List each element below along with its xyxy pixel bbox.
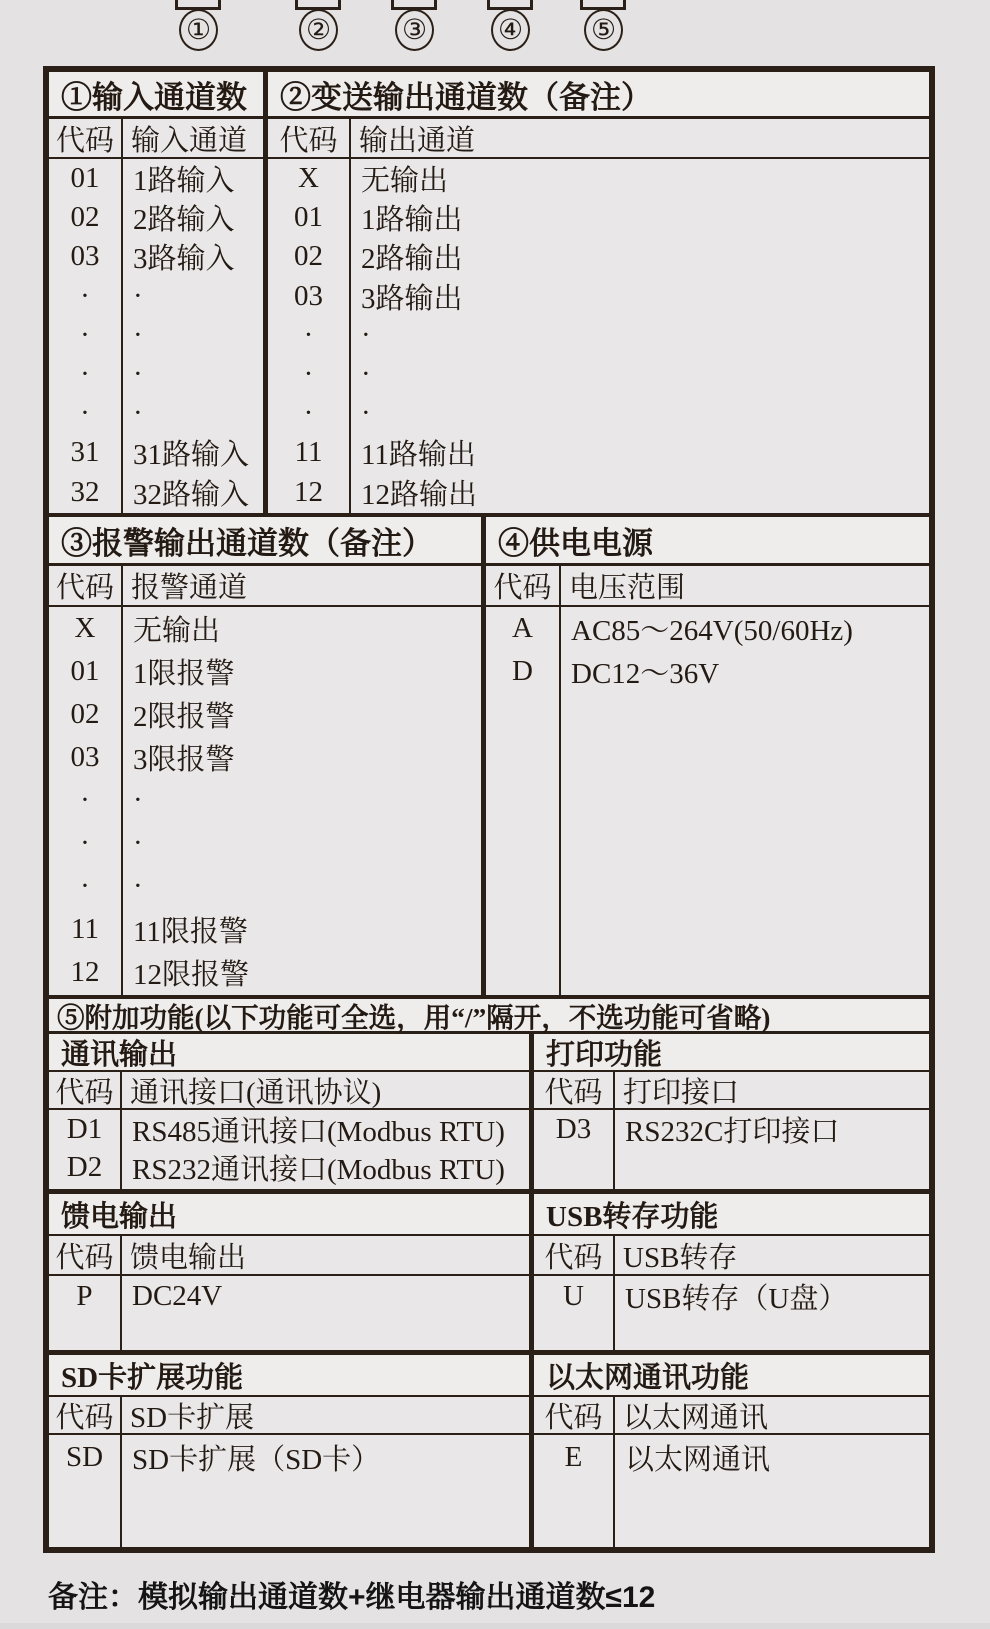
column-header-code: 代码 — [534, 1397, 615, 1433]
description-cell: 12限报警 — [133, 959, 250, 991]
section-1-title: ①输入通道数 — [49, 72, 268, 116]
column-header-code: 代码 — [49, 1397, 122, 1433]
column-header-code: 代码 — [268, 119, 351, 157]
section-4-title: ④供电电源 — [486, 517, 929, 563]
section-alarm-and-power — [49, 517, 929, 999]
column-header-code: 代码 — [49, 566, 123, 605]
code-cell: SD — [65, 1440, 104, 1473]
code-cell: · — [303, 318, 314, 351]
code-cell: 01 — [294, 201, 323, 234]
code-cell: · — [80, 784, 90, 816]
description-cell: · — [361, 358, 371, 391]
column-header-comm-interface: 通讯接口(通讯协议) — [130, 1076, 382, 1109]
code-cell: 03 — [294, 279, 323, 312]
description-column — [615, 1276, 929, 1350]
description-cell: · — [361, 318, 371, 351]
code-cell: 01 — [70, 655, 100, 687]
code-cell: A — [512, 612, 533, 644]
code-cell — [486, 951, 559, 994]
description-cell — [561, 951, 929, 994]
description-cell: · — [361, 397, 371, 430]
code-cell: U — [563, 1279, 584, 1312]
print-function-subtable — [534, 1034, 929, 1189]
code-cell: · — [80, 279, 90, 312]
code-column — [534, 1276, 615, 1350]
description-cell: 1路输入 — [133, 165, 235, 198]
circled-number-5: ⑤ — [584, 9, 623, 51]
band-feed-usb — [49, 1194, 929, 1355]
description-cell: 32路输入 — [133, 478, 250, 511]
description-cell: 2路输入 — [133, 204, 235, 237]
print-function-title: 打印功能 — [534, 1034, 929, 1072]
description-cell: 以太网通讯 — [625, 1443, 771, 1476]
sd-card-subtable — [49, 1355, 534, 1547]
band-sd-ethernet — [49, 1355, 929, 1547]
transmit-output-subtable — [268, 119, 929, 513]
usb-transfer-title: USB转存功能 — [534, 1194, 929, 1236]
column-header-code: 代码 — [49, 1236, 122, 1274]
description-cell: 1路输出 — [361, 204, 463, 237]
code-column — [534, 1435, 615, 1547]
code-cell: · — [80, 870, 90, 902]
description-cell: · — [133, 784, 143, 816]
code-cell: 03 — [70, 741, 100, 773]
description-cell: · — [133, 358, 143, 391]
description-cell: 12路输出 — [361, 478, 478, 511]
description-cell: 31路输入 — [133, 439, 250, 472]
description-cell: RS485通讯接口(Modbus RTU) — [132, 1115, 505, 1148]
description-cell: 无输出 — [133, 615, 221, 647]
section-2-title: ②变送输出通道数（备注） — [268, 72, 929, 116]
column-header-print-interface: 打印接口 — [623, 1076, 740, 1109]
code-column — [49, 1435, 122, 1547]
feed-output-subtable — [49, 1194, 534, 1350]
input-channel-subtable — [49, 119, 268, 513]
circled-number-3: ③ — [395, 9, 434, 51]
code-cell — [486, 779, 559, 822]
description-cell: 2限报警 — [133, 701, 235, 733]
description-column — [123, 607, 481, 995]
column-header-voltage-range: 电压范围 — [569, 572, 686, 604]
code-cell — [486, 865, 559, 908]
code-cell: 02 — [70, 698, 100, 730]
sd-card-title: SD卡扩展功能 — [49, 1355, 529, 1397]
description-cell: · — [133, 279, 143, 312]
code-cell — [486, 908, 559, 951]
power-supply-subtable — [486, 566, 929, 995]
code-cell: · — [303, 397, 314, 430]
code-column — [534, 1110, 615, 1189]
column-header-code: 代码 — [49, 1072, 122, 1108]
column-header-code: 代码 — [49, 119, 123, 157]
bottom-strip — [0, 1623, 990, 1629]
description-column — [122, 1276, 529, 1350]
column-header-input-channel: 输入通道 — [131, 124, 248, 157]
section-additional-functions — [49, 999, 929, 1547]
description-column — [615, 1110, 929, 1189]
communication-output-subtable — [49, 1034, 534, 1189]
description-cell: DC12～36V — [571, 658, 720, 690]
column-header-usb-transfer: USB转存 — [623, 1241, 738, 1274]
description-column — [351, 159, 929, 513]
description-cell: · — [133, 397, 143, 430]
section-34-body — [49, 566, 929, 995]
column-header-output-channel: 输出通道 — [359, 124, 476, 157]
description-cell: AC85～264V(50/60Hz) — [571, 615, 853, 647]
code-cell: · — [80, 358, 90, 391]
description-cell — [561, 736, 929, 779]
description-cell: USB转存（U盘） — [625, 1282, 848, 1315]
code-cell: · — [303, 358, 314, 391]
column-header-code: 代码 — [534, 1072, 615, 1108]
code-column — [49, 159, 123, 513]
code-column — [49, 1276, 122, 1350]
column-header-ethernet-comm: 以太网通讯 — [623, 1401, 769, 1434]
code-cell: 32 — [70, 475, 100, 508]
description-cell — [561, 779, 929, 822]
ethernet-title: 以太网通讯功能 — [534, 1355, 929, 1397]
description-cell — [561, 908, 929, 951]
code-cell: 31 — [70, 436, 100, 469]
code-cell: E — [564, 1440, 583, 1473]
code-column — [49, 1110, 122, 1189]
code-cell: 02 — [70, 201, 100, 234]
description-cell — [561, 693, 929, 736]
code-cell: 12 — [294, 475, 323, 508]
code-cell: 11 — [294, 436, 323, 469]
description-cell — [561, 865, 929, 908]
code-cell: X — [74, 612, 96, 644]
description-cell: · — [133, 870, 143, 902]
description-cell: DC24V — [132, 1279, 223, 1312]
code-cell: X — [298, 162, 319, 195]
description-cell: 2路输出 — [361, 243, 463, 276]
ethernet-subtable — [534, 1355, 929, 1547]
code-cell: 03 — [70, 240, 100, 273]
usb-transfer-subtable — [534, 1194, 929, 1350]
description-cell: 无输出 — [361, 165, 449, 198]
description-cell: 11限报警 — [133, 916, 248, 948]
ordering-code-table — [43, 66, 935, 1553]
code-cell: D — [512, 655, 533, 687]
communication-output-title: 通讯输出 — [49, 1034, 529, 1072]
description-cell: SD卡扩展（SD卡） — [132, 1443, 381, 1476]
section-3-title: ③报警输出通道数（备注） — [49, 517, 486, 563]
code-cell — [486, 822, 559, 865]
code-cell: 12 — [70, 956, 100, 988]
column-header-code: 代码 — [534, 1236, 615, 1274]
section-34-title-row — [49, 517, 929, 566]
section-input-and-transmit-output — [49, 72, 929, 517]
code-cell — [486, 693, 559, 736]
remark-note: 备注：模拟输出通道数+继电器输出通道数≤12 — [48, 1581, 656, 1614]
section-12-body — [49, 119, 929, 513]
circled-number-2: ② — [299, 9, 338, 51]
circled-number-4: ④ — [491, 9, 530, 51]
description-cell — [561, 822, 929, 865]
description-cell: 11路输出 — [361, 439, 476, 472]
code-column — [486, 607, 561, 995]
code-cell: · — [80, 397, 90, 430]
column-header-alarm-channel: 报警通道 — [131, 572, 248, 604]
description-column — [122, 1435, 529, 1547]
code-cell: D2 — [66, 1150, 103, 1183]
column-header-code: 代码 — [486, 566, 561, 605]
code-column — [268, 159, 351, 513]
description-cell: 3路输出 — [361, 282, 463, 315]
feed-output-title: 馈电输出 — [49, 1194, 529, 1236]
circled-number-1: ① — [179, 9, 218, 51]
description-cell: RS232C打印接口 — [625, 1115, 840, 1148]
code-cell: 01 — [70, 162, 100, 195]
description-column — [122, 1110, 529, 1189]
code-column — [49, 607, 123, 995]
code-cell: D1 — [66, 1112, 103, 1145]
code-cell: P — [76, 1279, 93, 1312]
band-communication-print — [49, 1034, 929, 1194]
code-cell: · — [80, 827, 90, 859]
code-cell: 11 — [71, 913, 99, 945]
description-cell: · — [133, 827, 143, 859]
description-column — [123, 159, 263, 513]
description-cell: 1限报警 — [133, 658, 235, 690]
code-cell: D3 — [555, 1112, 592, 1145]
code-cell: 02 — [294, 240, 323, 273]
section-12-title-row — [49, 72, 929, 119]
column-header-sd-expansion: SD卡扩展 — [130, 1401, 255, 1434]
description-cell: RS232通讯接口(Modbus RTU) — [132, 1153, 505, 1186]
description-cell: · — [133, 318, 143, 351]
description-column — [561, 607, 929, 995]
code-cell — [486, 736, 559, 779]
description-cell: 3路输入 — [133, 243, 235, 276]
alarm-channel-subtable — [49, 566, 486, 995]
section-5-title: ⑤附加功能(以下功能可全选，用“/”隔开，不选功能可省略) — [49, 999, 929, 1034]
column-header-feed-output: 馈电输出 — [130, 1241, 247, 1274]
description-column — [615, 1435, 929, 1547]
description-cell: 3限报警 — [133, 744, 235, 776]
code-cell: · — [80, 318, 90, 351]
